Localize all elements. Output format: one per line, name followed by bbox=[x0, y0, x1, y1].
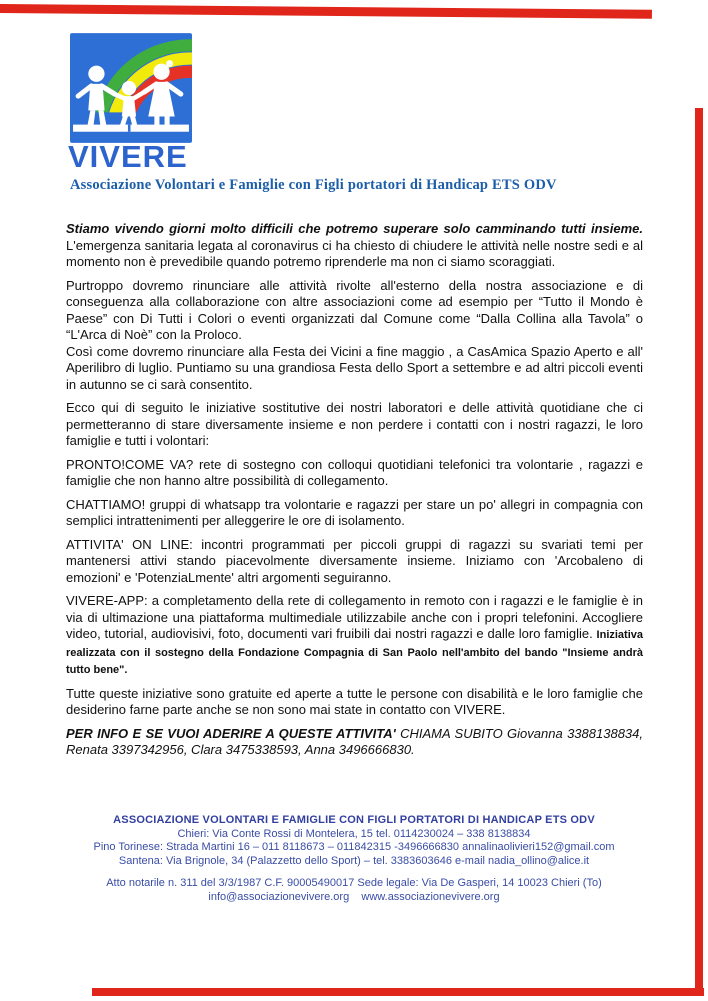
paragraph-free-open: Tutte queste iniziative sono gratuite ed aperte a tutte le persone con disabilità e le loro famiglie che desiderino farne parte anche se non sono mai state in contatto con VIVERE. bbox=[66, 685, 643, 717]
intro-lead: Stiamo vivendo giorni molto difficili che potremo superare solo camminando tutti insieme. bbox=[66, 221, 643, 236]
association-subtitle: Associazione Volontari e Famiglie con Figli portatori di Handicap ETS ODV bbox=[70, 177, 557, 193]
footer-email-web: info@associazionevivere.org www.associazionevivere.org bbox=[208, 890, 500, 903]
red-border-bottom bbox=[92, 988, 704, 996]
rainbow-family-icon bbox=[70, 33, 192, 143]
paragraph-intro bbox=[66, 221, 643, 271]
vivere-app-text: VIVERE-APP: a completamento della rete di collegamento in remoto con i ragazzi e le famiglie è in via di ultimazione una piattaforma multimediale utilizzabile anche con i propri telefonini. Accogliere video, tutorial, audiovisivi, foto, documenti vari fruibili dai nostri ragazzi e dalle loro famiglie. bbox=[66, 593, 643, 641]
contact-numbers: CHIAMA SUBITO Giovanna 3388138834, Renata 3397342956, Clara 3475338593, Anna 3496666830. bbox=[66, 725, 643, 757]
paragraph-vivere-app bbox=[66, 593, 643, 679]
vivere-logo bbox=[70, 33, 192, 143]
paragraph-contact-info bbox=[66, 726, 643, 759]
paragraph-renounce-2: Così come dovremo rinunciare alla Festa dei Vicini a fine maggio , a CasAmica Spazio Aperto e all' Aperilibro di luglio. Puntiamo su una grandiosa Festa dello Sport a settembre e ad altri piccoli eventi in autunno se ci sarà consentito. bbox=[66, 343, 643, 392]
intro-rest: L'emergenza sanitaria legata al coronavirus ci ha chiesto di chiudere le attività nelle nostre sedi e al momento non è prevedibile quando potremo riprenderle ma non ci siamo scoraggiati. bbox=[66, 237, 643, 269]
footer-address-santena: Santena: Via Brignole, 34 (Palazzetto dello Sport) – tel. 3383603646 e-mail nadia_ollino@alice.it bbox=[118, 854, 590, 867]
footer-address-chieri: Chieri: Via Conte Rossi di Montelera, 15 tel. 0114230024 – 338 8138834 bbox=[177, 827, 531, 840]
funding-note: Iniziativa realizzata con il sostegno della Fondazione Compagnia di San Paolo nell'ambito del bando "Insieme andrà tutto bene". bbox=[66, 629, 644, 676]
contact-lead: PER INFO E SE VUOI ADERIRE A QUESTE ATTIVITA' bbox=[66, 725, 396, 741]
red-border-right bbox=[695, 108, 703, 988]
footer-org-name: ASSOCIAZIONE VOLONTARI E FAMIGLIE CON FIGLI PORTATORI DI HANDICAP ETS ODV bbox=[113, 814, 595, 826]
logo-wordmark: VIVERE bbox=[68, 139, 188, 174]
paragraph-initiatives-intro: Ecco qui di seguito le iniziative sostitutive dei nostri laboratori e delle attività quotidiane che ci permetteranno di stare diversamente insieme e non perdere i contatti con i nostri ragazzi, le loro famiglie e tutti i volontari: bbox=[66, 400, 643, 448]
paragraph-pronto: PRONTO!COME VA? rete di sostegno con colloqui quotidiani telefonici tra volontarie , ragazzi e famiglie che non hanno altre possibilità di collegamento. bbox=[66, 456, 643, 488]
letter-body bbox=[66, 221, 643, 766]
red-border-top bbox=[0, 4, 652, 19]
footer-legal: Atto notarile n. 311 del 3/3/1987 C.F. 90005490017 Sede legale: Via De Gasperi, 14 10023 Chieri (To) bbox=[106, 877, 602, 889]
paragraph-chattiamo: CHATTIAMO! gruppi di whatsapp tra volontarie e ragazzi per stare un po' allegri in compagnia con semplici intrattenimenti per alleggerire le ore di isolamento. bbox=[66, 496, 643, 528]
paragraph-attivita-online: ATTIVITA' ON LINE: incontri programmati per piccoli gruppi di ragazzi su svariati temi per mantenersi attivi stando piacevolmente diversamente insieme. Iniziamo con 'Arcobaleno di emozioni' e 'PotenziaLmente' altri argomenti seguiranno. bbox=[66, 536, 643, 585]
footer-address-pino-torinese: Pino Torinese: Strada Martini 16 – 011 8118673 – 011842315 -3496666830 annalinaolivieri152@gmail.com bbox=[93, 841, 615, 853]
paragraph-renounce: Purtroppo dovremo rinunciare alle attività rivolte all'esterno della nostra associazione e di conseguenza alla collaborazione con altre associazioni come ad esempio per “Tutto il Mondo è Paese” con Di Tutti i Colori o eventi organizzati dal Comune come “Dalla Collina alla Tavola” o “L'Arca di Noè” con la Proloco. bbox=[66, 277, 643, 342]
letterhead-footer bbox=[56, 814, 652, 904]
